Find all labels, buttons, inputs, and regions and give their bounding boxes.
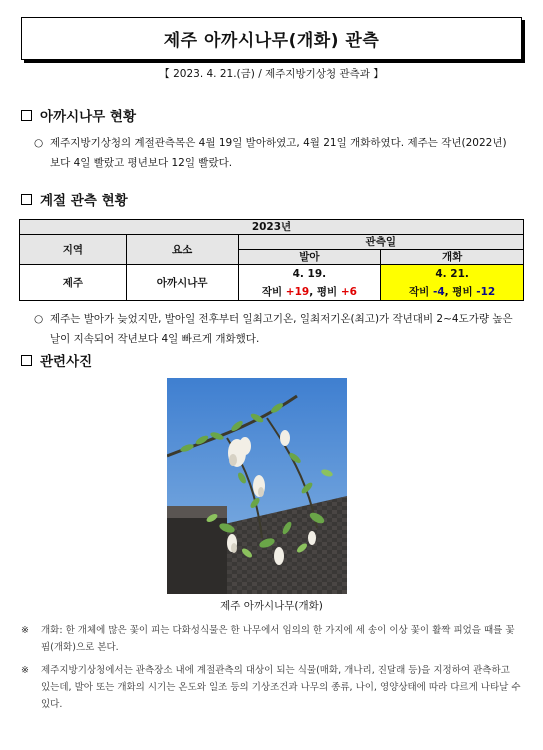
square-bullet-icon bbox=[21, 110, 32, 121]
date-department-line: 【 2023. 4. 21.(금) / 제주지방기상청 관측과 】 bbox=[159, 68, 384, 80]
section-heading-photo bbox=[21, 350, 92, 370]
section-heading-observation-text: 계절 관측 현황 bbox=[40, 193, 128, 209]
observation-table bbox=[19, 219, 524, 301]
cell-bloom bbox=[381, 265, 524, 301]
note-observation-method bbox=[21, 662, 521, 713]
section-heading-status bbox=[21, 105, 136, 125]
bud-date: 4. 19. bbox=[292, 267, 327, 280]
bloom-prev-label: 작비 bbox=[409, 285, 430, 298]
acacia-bloom-illustration bbox=[167, 378, 347, 594]
status-paragraph-text: 제주지방기상청의 계절관측목은 4월 19일 발아하였고, 4월 21일 개화하였다. 제주는 작년(2022년) 보다 4일 빨랐고 평년보다 12일 빨랐다. bbox=[50, 137, 507, 169]
table-header-region: 지역 bbox=[20, 235, 127, 265]
observation-paragraph bbox=[34, 309, 519, 349]
bloom-comparison bbox=[381, 285, 523, 299]
acacia-bloom-photo bbox=[167, 378, 347, 594]
section-heading-photo-text: 관련사진 bbox=[40, 354, 93, 370]
bud-sep: , bbox=[309, 285, 314, 298]
bud-prev-label: 작비 bbox=[261, 285, 283, 298]
table-header-element: 요소 bbox=[126, 235, 238, 265]
circle-bullet-icon: ○ bbox=[34, 137, 44, 149]
table-header-bud: 발아 bbox=[238, 250, 381, 265]
circle-bullet-icon: ○ bbox=[34, 313, 44, 325]
bud-norm-label: 평비 bbox=[316, 285, 338, 298]
document-title-text: 제주 아까시나무(개화) 관측 bbox=[163, 31, 380, 51]
observation-paragraph-text: 제주는 발아가 늦었지만, 발아일 전후부터 일최고기온, 일최저기온(최고)가 작년대비 2~4도가량 높은 날이 지속되어 작년보다 4일 빠르게 개화했다. bbox=[50, 313, 513, 345]
status-paragraph bbox=[34, 133, 519, 173]
bloom-prev-value: -4 bbox=[432, 285, 445, 298]
cell-region: 제주 bbox=[20, 265, 127, 301]
document-title bbox=[21, 17, 522, 60]
table-row bbox=[20, 265, 524, 301]
note-observation-method-text: 제주지방기상청에서는 관측장소 내에 계절관측의 대상이 되는 식물(매화, 개나리, 진달래 등)을 지정하여 관측하고 있는데, 발아 또는 개화의 시기는 온도와 일조 등의 기상조건과 나무의 종류, 나이, 영양상태에 따라 다르게 나타날 수 있다. bbox=[41, 665, 521, 710]
bud-norm-value: +6 bbox=[340, 285, 357, 298]
cell-bud bbox=[238, 265, 381, 301]
table-header-bloom: 개화 bbox=[381, 250, 524, 265]
reference-mark-icon: ※ bbox=[21, 625, 29, 636]
section-heading-status-text: 아까시나무 현황 bbox=[40, 109, 136, 125]
note-bloom-definition bbox=[21, 622, 521, 656]
square-bullet-icon bbox=[21, 194, 32, 205]
bloom-sep: , bbox=[444, 285, 449, 298]
photo-caption: 제주 아까시나무(개화) bbox=[220, 600, 323, 612]
bud-comparison bbox=[239, 285, 381, 299]
note-bloom-definition-text: 개화: 한 개체에 많은 꽃이 피는 다화성식물은 한 나무에서 임의의 한 가지에 세 송이 이상 꽃이 활짝 피었을 때를 꽃 핌(개화)으로 본다. bbox=[41, 625, 515, 653]
table-year-header: 2023년 bbox=[20, 220, 524, 235]
reference-mark-icon: ※ bbox=[21, 665, 29, 676]
cell-element: 아까시나무 bbox=[126, 265, 238, 301]
table-header-obsdate: 관측일 bbox=[238, 235, 523, 250]
bloom-norm-label: 평비 bbox=[452, 285, 473, 298]
bloom-date: 4. 21. bbox=[435, 267, 469, 280]
bloom-norm-value: -12 bbox=[476, 285, 496, 298]
section-heading-observation bbox=[21, 189, 128, 209]
square-bullet-icon bbox=[21, 355, 32, 366]
bud-prev-value: +19 bbox=[285, 285, 310, 298]
